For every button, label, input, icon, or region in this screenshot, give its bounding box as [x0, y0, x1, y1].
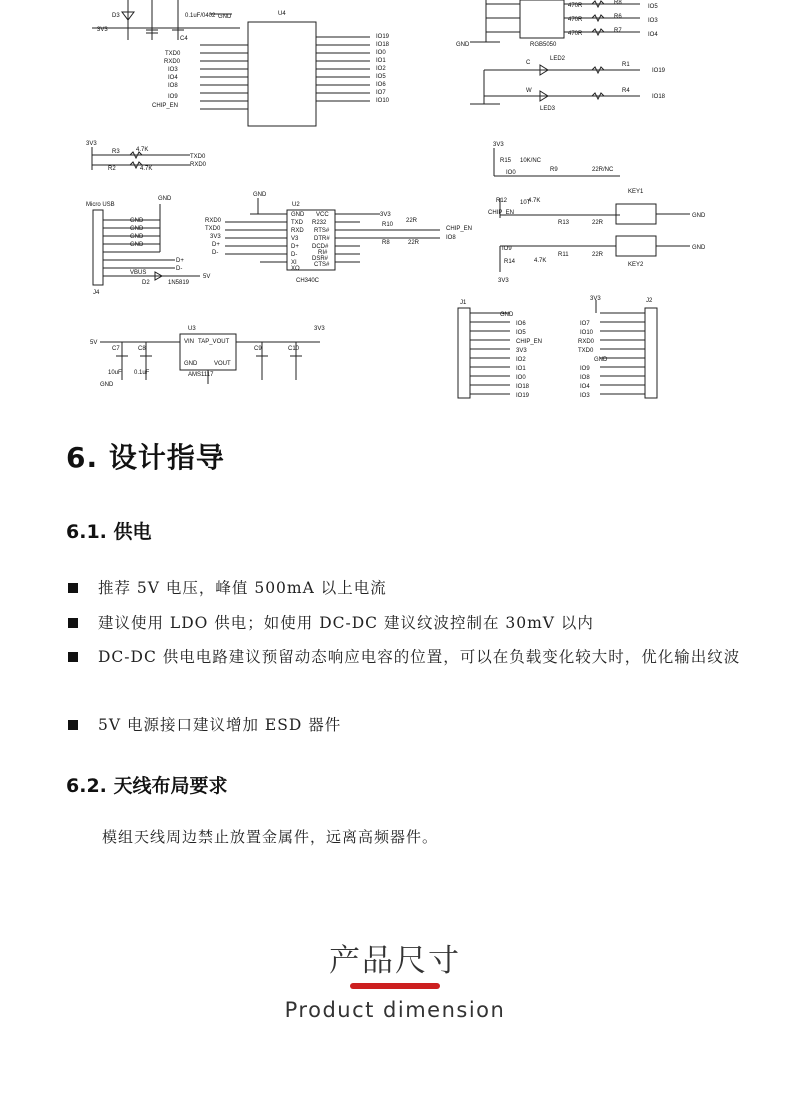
svg-text:CHIP_EN: CHIP_EN: [152, 103, 179, 109]
svg-text:DTR#: DTR#: [314, 236, 330, 242]
subsection-power-title: 6.1. 供电: [66, 521, 152, 543]
list-item: 推荐 5V 电压，峰值 500mA 以上电流: [68, 571, 748, 605]
svg-text:R12: R12: [496, 198, 508, 204]
svg-text:GND: GND: [100, 382, 114, 388]
svg-text:22R: 22R: [408, 240, 420, 246]
svg-text:R7: R7: [614, 28, 622, 34]
svg-text:R15: R15: [500, 158, 512, 164]
svg-text:CHIP_EN: CHIP_EN: [488, 210, 515, 216]
svg-text:IO3: IO3: [580, 393, 590, 399]
svg-text:RI#: RI#: [318, 250, 328, 256]
svg-text:C9: C9: [254, 346, 262, 352]
svg-text:TXD0: TXD0: [578, 348, 594, 354]
svg-text:Micro USB: Micro USB: [86, 202, 115, 208]
svg-text:IO19: IO19: [376, 34, 390, 40]
subsection-antenna-title: 6.2. 天线布局要求: [66, 775, 228, 797]
svg-text:TXD0: TXD0: [205, 226, 221, 232]
svg-text:10K/NC: 10K/NC: [520, 158, 542, 164]
svg-text:IO7: IO7: [580, 321, 590, 327]
svg-text:IO9: IO9: [168, 94, 178, 100]
svg-text:J1: J1: [460, 300, 467, 306]
svg-text:LED3: LED3: [540, 106, 556, 112]
bullet-square-icon: [68, 618, 78, 628]
svg-text:AMS1117: AMS1117: [188, 372, 214, 378]
svg-text:RXD: RXD: [291, 228, 304, 234]
svg-text:470R: 470R: [568, 17, 583, 23]
svg-text:KEY1: KEY1: [628, 189, 644, 195]
svg-text:GND: GND: [253, 192, 267, 198]
svg-text:TXD0: TXD0: [190, 154, 206, 160]
list-item: DC-DC 供电电路建议预留动态响应电容的位置，可以在负载变化较大时，优化输出纹波: [68, 640, 748, 674]
svg-text:D+: D+: [212, 242, 220, 248]
svg-text:0.1uF: 0.1uF: [134, 370, 150, 376]
svg-text:IO1: IO1: [376, 58, 386, 64]
svg-text:3V3: 3V3: [516, 348, 527, 354]
svg-text:XO: XO: [291, 266, 300, 272]
schematic-svg: [0, 0, 790, 405]
svg-text:GND: GND: [692, 245, 706, 251]
svg-text:R6: R6: [614, 14, 622, 20]
svg-text:C4: C4: [180, 36, 188, 42]
svg-text:GND: GND: [692, 213, 706, 219]
svg-text:5V: 5V: [90, 340, 98, 346]
svg-text:3V3: 3V3: [210, 234, 221, 240]
svg-text:IO0: IO0: [516, 375, 526, 381]
svg-text:IO0: IO0: [376, 50, 386, 56]
svg-text:22R: 22R: [592, 252, 604, 258]
svg-text:LED2: LED2: [550, 56, 566, 62]
svg-text:3V3: 3V3: [380, 212, 391, 218]
svg-text:VOUT: VOUT: [214, 361, 231, 367]
svg-text:R232: R232: [312, 220, 327, 226]
svg-text:V3: V3: [291, 236, 299, 242]
svg-text:22R: 22R: [592, 220, 604, 226]
svg-text:3V3: 3V3: [314, 326, 325, 332]
svg-text:GND: GND: [184, 361, 198, 367]
svg-text:RXD0: RXD0: [190, 162, 207, 168]
svg-text:4.7K: 4.7K: [136, 147, 149, 153]
svg-text:470R: 470R: [568, 3, 583, 9]
svg-text:D2: D2: [142, 280, 150, 286]
svg-text:DSR#: DSR#: [312, 256, 329, 262]
list-item: 建议使用 LDO 供电；如使用 DC-DC 建议纹波控制在 30mV 以内: [68, 606, 748, 640]
svg-text:J4: J4: [93, 290, 100, 296]
bullet-square-icon: [68, 652, 78, 662]
svg-text:D+: D+: [176, 258, 184, 264]
svg-text:470R: 470R: [568, 31, 583, 37]
svg-text:R13: R13: [558, 220, 570, 226]
svg-text:U3: U3: [188, 326, 196, 332]
svg-text:CHIP_EN: CHIP_EN: [446, 226, 473, 232]
svg-text:C7: C7: [112, 346, 120, 352]
svg-text:CH340C: CH340C: [296, 278, 320, 284]
svg-text:J2: J2: [646, 298, 653, 304]
antenna-paragraph: 模组天线周边禁止放置金属件，远离高频器件。: [102, 828, 439, 846]
svg-text:GND: GND: [130, 234, 144, 240]
svg-text:3V3: 3V3: [86, 141, 97, 147]
svg-text:IO8: IO8: [168, 83, 178, 89]
svg-text:3V3: 3V3: [498, 278, 509, 284]
svg-text:IO8: IO8: [580, 375, 590, 381]
svg-text:IO2: IO2: [516, 357, 526, 363]
svg-text:R1: R1: [622, 62, 630, 68]
svg-text:TXD: TXD: [291, 220, 303, 226]
svg-text:R11: R11: [558, 252, 569, 258]
svg-text:GND: GND: [130, 226, 144, 232]
svg-text:IO4: IO4: [580, 384, 590, 390]
svg-text:IO0: IO0: [506, 170, 516, 176]
svg-text:GND: GND: [456, 42, 470, 48]
svg-text:R9: R9: [550, 167, 558, 173]
title-accent-bar: [350, 983, 440, 989]
svg-text:IO5: IO5: [516, 330, 526, 336]
svg-text:D+: D+: [291, 244, 299, 250]
svg-text:GND: GND: [130, 218, 144, 224]
svg-text:IO9: IO9: [580, 366, 590, 372]
svg-text:IO18: IO18: [376, 42, 390, 48]
svg-text:IO18: IO18: [652, 94, 666, 100]
svg-text:IO4: IO4: [168, 75, 178, 81]
svg-text:GND: GND: [130, 242, 144, 248]
svg-text:RXD0: RXD0: [164, 59, 181, 65]
svg-text:RXD0: RXD0: [205, 218, 222, 224]
svg-text:RTS#: RTS#: [314, 228, 330, 234]
schematic-diagram: [0, 0, 790, 405]
svg-text:4.7K: 4.7K: [140, 166, 153, 172]
bullet-square-icon: [68, 583, 78, 593]
svg-text:0.1uF/0402: 0.1uF/0402: [185, 13, 216, 19]
svg-text:IO1: IO1: [516, 366, 526, 372]
svg-text:IO18: IO18: [516, 384, 530, 390]
svg-text:R8: R8: [614, 0, 622, 6]
svg-text:D-: D-: [291, 252, 298, 258]
product-dimension-subtitle: Product dimension: [284, 998, 506, 1022]
svg-text:U4: U4: [278, 11, 286, 17]
svg-text:VBUS: VBUS: [130, 270, 147, 276]
svg-text:3V3: 3V3: [493, 142, 504, 148]
svg-text:IO4: IO4: [648, 32, 658, 38]
svg-text:IO8: IO8: [446, 235, 456, 241]
svg-text:TAP_VOUT: TAP_VOUT: [198, 339, 230, 345]
svg-text:D-: D-: [212, 250, 219, 256]
svg-text:10uF: 10uF: [108, 370, 122, 376]
svg-text:IO3: IO3: [168, 67, 178, 73]
svg-text:IO10: IO10: [376, 98, 390, 104]
svg-text:RGB5050: RGB5050: [530, 42, 557, 48]
svg-text:5V: 5V: [203, 274, 211, 280]
svg-text:R8: R8: [382, 240, 390, 246]
svg-text:C8: C8: [138, 346, 146, 352]
svg-text:VCC: VCC: [316, 212, 329, 218]
svg-text:C: C: [526, 60, 531, 66]
svg-text:GND: GND: [500, 312, 514, 318]
svg-text:IO2: IO2: [376, 66, 386, 72]
svg-text:U2: U2: [292, 202, 300, 208]
svg-text:R2: R2: [108, 166, 116, 172]
svg-text:R10: R10: [382, 222, 394, 228]
svg-text:10T: 10T: [520, 200, 531, 206]
svg-text:DCD#: DCD#: [312, 244, 329, 250]
svg-text:3V3: 3V3: [97, 27, 108, 33]
svg-text:IO19: IO19: [652, 68, 666, 74]
svg-text:C10: C10: [288, 346, 300, 352]
svg-text:IO5: IO5: [648, 4, 658, 10]
svg-text:4.7K: 4.7K: [534, 258, 547, 264]
svg-text:R3: R3: [112, 149, 120, 155]
svg-text:CHIP_EN: CHIP_EN: [516, 339, 543, 345]
svg-text:D-: D-: [176, 266, 183, 272]
product-dimension-title: 产品尺寸: [329, 943, 461, 979]
svg-text:XI: XI: [291, 260, 297, 266]
svg-text:R4: R4: [622, 88, 630, 94]
svg-text:GND: GND: [291, 212, 305, 218]
svg-text:22R: 22R: [406, 218, 418, 224]
svg-text:IO10: IO10: [580, 330, 594, 336]
svg-text:1N5819: 1N5819: [168, 280, 190, 286]
svg-text:TXD0: TXD0: [165, 51, 181, 57]
svg-text:GND: GND: [158, 196, 172, 202]
svg-text:D3: D3: [112, 13, 120, 19]
svg-text:IO6: IO6: [376, 82, 386, 88]
section-title: 6. 设计指导: [66, 441, 225, 474]
svg-text:4.7K: 4.7K: [528, 198, 541, 204]
svg-text:GND: GND: [594, 357, 608, 363]
svg-text:KEY2: KEY2: [628, 262, 644, 268]
svg-text:CTS#: CTS#: [314, 262, 330, 268]
svg-text:3V3: 3V3: [590, 296, 601, 302]
svg-text:IO7: IO7: [376, 90, 386, 96]
list-item: 5V 电源接口建议增加 ESD 器件: [68, 708, 748, 742]
svg-text:RXD0: RXD0: [578, 339, 595, 345]
bullet-square-icon: [68, 720, 78, 730]
svg-text:IO5: IO5: [376, 74, 386, 80]
svg-text:IO19: IO19: [516, 393, 530, 399]
svg-text:GND: GND: [218, 14, 232, 20]
svg-text:IO3: IO3: [648, 18, 658, 24]
svg-text:IO6: IO6: [516, 321, 526, 327]
svg-text:W: W: [526, 88, 532, 94]
svg-text:IO9: IO9: [502, 246, 512, 252]
svg-text:22R/NC: 22R/NC: [592, 167, 614, 173]
svg-text:R14: R14: [504, 259, 516, 265]
svg-text:VIN: VIN: [184, 339, 195, 345]
